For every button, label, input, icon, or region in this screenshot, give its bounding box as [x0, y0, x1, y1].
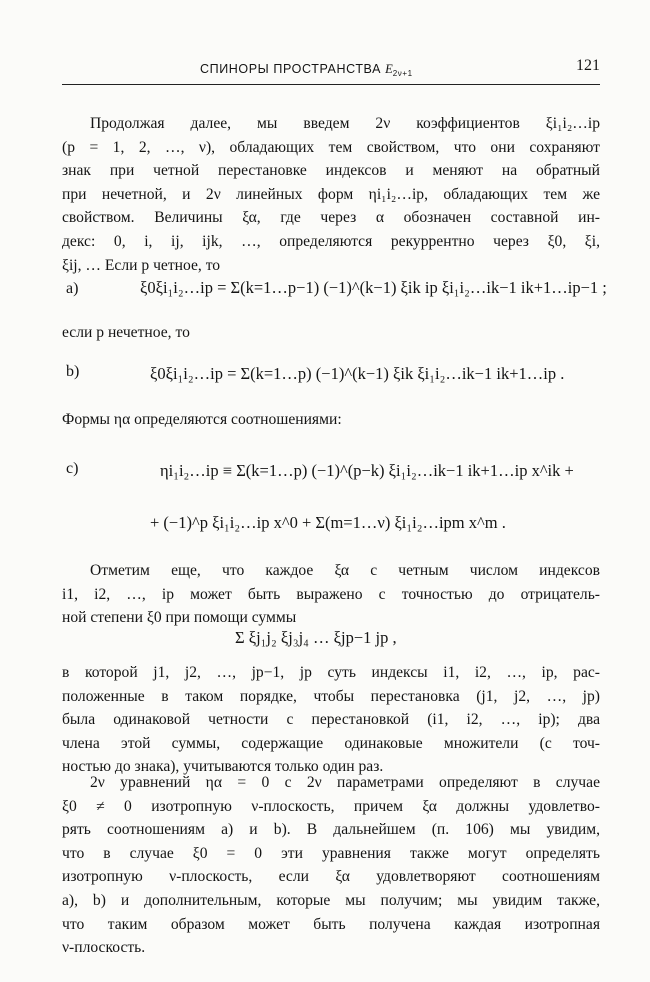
p4-line-8: ν-плоскость. [62, 939, 146, 957]
text-forms-eta: Формы ηα определяются соотношениями: [62, 411, 342, 428]
formula-b-label: b) [66, 363, 80, 380]
paragraph-4 [62, 771, 600, 960]
p4-line-6: a), b) и дополнительным, которые мы получим; мы увидим также, [62, 891, 600, 909]
page-header [62, 50, 600, 85]
paragraph-2 [62, 559, 600, 630]
formula-b: ξ0ξi₁i₂…ip = Σ(k=1…p) (−1)^(k−1) ξik ξi₁i₂…ik−1 ik+1…ip . [150, 364, 565, 383]
paragraph-1 [62, 112, 600, 277]
formula-a: ξ0ξi₁i₂…ip = Σ(k=1…p−1) (−1)^(k−1) ξik ip ξi₁i₂…ik−1 ik+1…ip−1 ; [140, 278, 607, 297]
page-number: 121 [576, 57, 600, 74]
p3-line-2: положенные в таком порядке, чтобы перестановка (j1, j2, …, jp) [62, 687, 600, 705]
p3-line-3: была одинаковой четности с перестановкой (i1, i2, …, ip); два [62, 711, 600, 729]
formula-c-line-2: + (−1)^p ξi₁i₂…ip x^0 + Σ(m=1…ν) ξi₁i₂…ipm x^m . [150, 513, 506, 532]
p1-line-2: (p = 1, 2, …, ν), обладающих тем свойством, что они сохраняют [62, 138, 600, 156]
sum-formula: Σ ξj₁j₂ ξj₃j₄ … ξjp−1 jp , [235, 628, 397, 647]
p1-line-1: Продолжая далее, мы введем 2ν коэффициентов ξi₁i₂…ip [90, 115, 600, 132]
p3-line-5: ностью до знака), учитываются только один раз. [62, 758, 384, 776]
p4-line-4: что в случае ξ0 = 0 эти уравнения также могут определять [62, 844, 600, 862]
p4-line-7: что таким образом может быть получена каждая изотропная [62, 915, 600, 933]
p4-line-3: рять соотношениям a) и b). В дальнейшем (п. 106) мы увидим, [62, 821, 600, 839]
p4-line-2: ξ0 ≠ 0 изотропную ν-плоскость, причем ξα должны удовлетво- [62, 797, 600, 815]
p2-line-2: i1, i2, …, ip может быть выражено с точностью до отрицатель- [62, 585, 600, 603]
p2-line-1: Отметим еще, что каждое ξα с четным числом индексов [90, 562, 600, 579]
formula-a-label: a) [66, 280, 79, 297]
formula-c-line-1: ηi₁i₂…ip ≡ Σ(k=1…p) (−1)^(p−k) ξi₁i₂…ik−1 ik+1…ip x^ik + [160, 461, 574, 480]
p3-line-1: в которой j1, j2, …, jp−1, jp суть индексы i1, i2, …, ip, рас- [62, 664, 600, 681]
text-if-p-odd: если p нечетное, то [62, 324, 190, 341]
p4-line-1: 2ν уравнений ηα = 0 с 2ν параметрами определяют в случае [90, 774, 600, 791]
p4-line-5: изотропную ν-плоскость, если ξα удовлетворяют соотношениям [62, 868, 600, 886]
p1-line-6: декс: 0, i, ij, ijk, …, определяются рекуррентно через ξ0, ξi, [62, 232, 600, 250]
p1-line-5: свойством. Величины ξα, где через α обозначен составной ин- [62, 209, 600, 227]
p3-line-4: члена этой суммы, содержащие одинаковые множители (с точ- [62, 734, 600, 752]
formula-c-label: c) [66, 460, 79, 477]
p2-line-3: ной степени ξ0 при помощи суммы [62, 609, 297, 627]
running-title: СПИНОРЫ ПРОСТРАНСТВА $E_{2\nu+1}$ [200, 62, 413, 78]
p1-line-3: знак при четной перестановке индексов и меняют на обратный [62, 162, 600, 180]
p1-line-4: при нечетной, и 2ν линейных форм ηi₁i₂…ip, обладающих тем же [62, 185, 600, 203]
paragraph-3 [62, 661, 600, 779]
p1-line-7: ξij, … Если p четное, то [62, 256, 221, 274]
